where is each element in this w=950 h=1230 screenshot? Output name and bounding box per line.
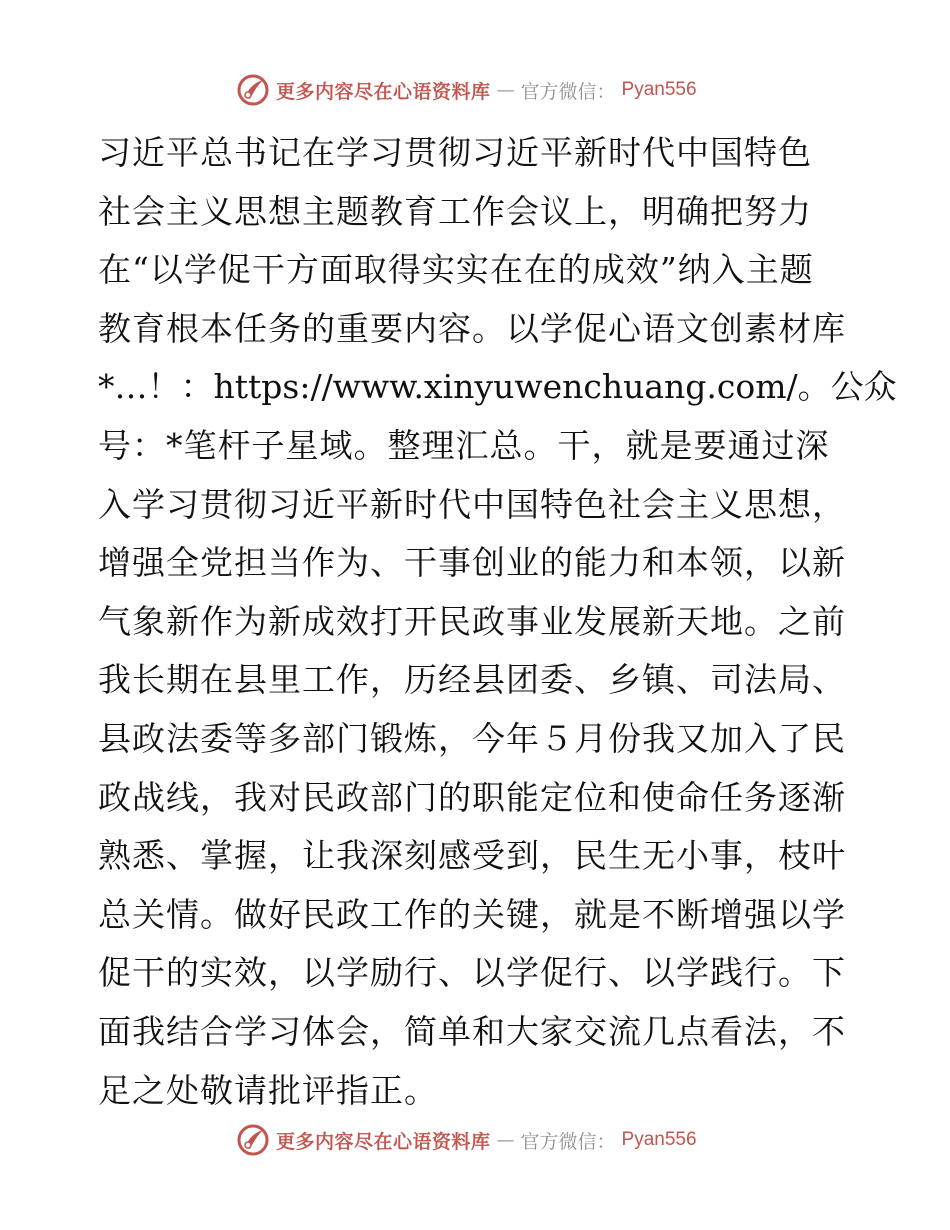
banner-brand-text: 更多内容尽在心语资料库 — [276, 1130, 491, 1153]
body-line: 政战线，我对民政部门的职能定位和使命任务逐渐 — [98, 777, 846, 817]
body-line: 在“以学促干方面取得实实在在的成效”纳入主题 — [98, 250, 814, 290]
footer-banner — [236, 1122, 697, 1158]
body-line: 县政法委等多部门锻炼，今年５月份我又加入了民 — [98, 718, 846, 758]
body-line: 教育根本任务的重要内容。以学促心语文创素材库 — [98, 308, 846, 348]
brush-seal-logo-icon — [236, 1123, 270, 1157]
banner-wechat-handle: Pyan556 — [621, 79, 697, 100]
banner-wechat-handle: Pyan556 — [621, 1129, 697, 1150]
body-line: 入学习贯彻习近平新时代中国特色社会主义思想， — [98, 484, 846, 524]
body-line: 气象新作为新成效打开民政事业发展新天地。之前 — [98, 601, 846, 641]
body-paragraph — [98, 124, 897, 1120]
body-line: 习近平总书记在学习贯彻习近平新时代中国特色 — [98, 133, 812, 172]
body-line: 增强全党担当作为、干事创业的能力和本领，以新 — [98, 543, 846, 583]
body-line: 足之处敬请批评指正。 — [98, 1070, 438, 1110]
header-banner — [236, 72, 697, 108]
body-line: 社会主义思想主题教育工作会议上，明确把努力 — [98, 191, 812, 231]
body-line: 总关情。做好民政工作的关键，就是不断增强以学 — [98, 894, 846, 934]
body-line: 熟悉、掌握，让我深刻感受到，民生无小事，枝叶 — [98, 836, 846, 876]
body-line-url: *…！：https://www.xinyuwenchuang.com/。公众 — [98, 367, 897, 407]
brush-seal-logo-icon — [236, 73, 270, 107]
body-line: 促干的实效，以学励行、以学促行、以学践行。下 — [98, 953, 846, 993]
banner-wechat-label: 官方微信： — [520, 1130, 616, 1153]
banner-separator: — — [496, 79, 515, 101]
banner-brand-text: 更多内容尽在心语资料库 — [276, 80, 491, 103]
body-line: 号：*笔杆子星域。整理汇总。干，就是要通过深 — [98, 425, 830, 465]
banner-separator: — — [496, 1129, 515, 1151]
body-line: 面我结合学习体会，简单和大家交流几点看法，不 — [98, 1011, 846, 1051]
banner-wechat-label: 官方微信： — [520, 80, 616, 103]
body-line: 我长期在县里工作，历经县团委、乡镇、司法局、 — [98, 660, 846, 700]
